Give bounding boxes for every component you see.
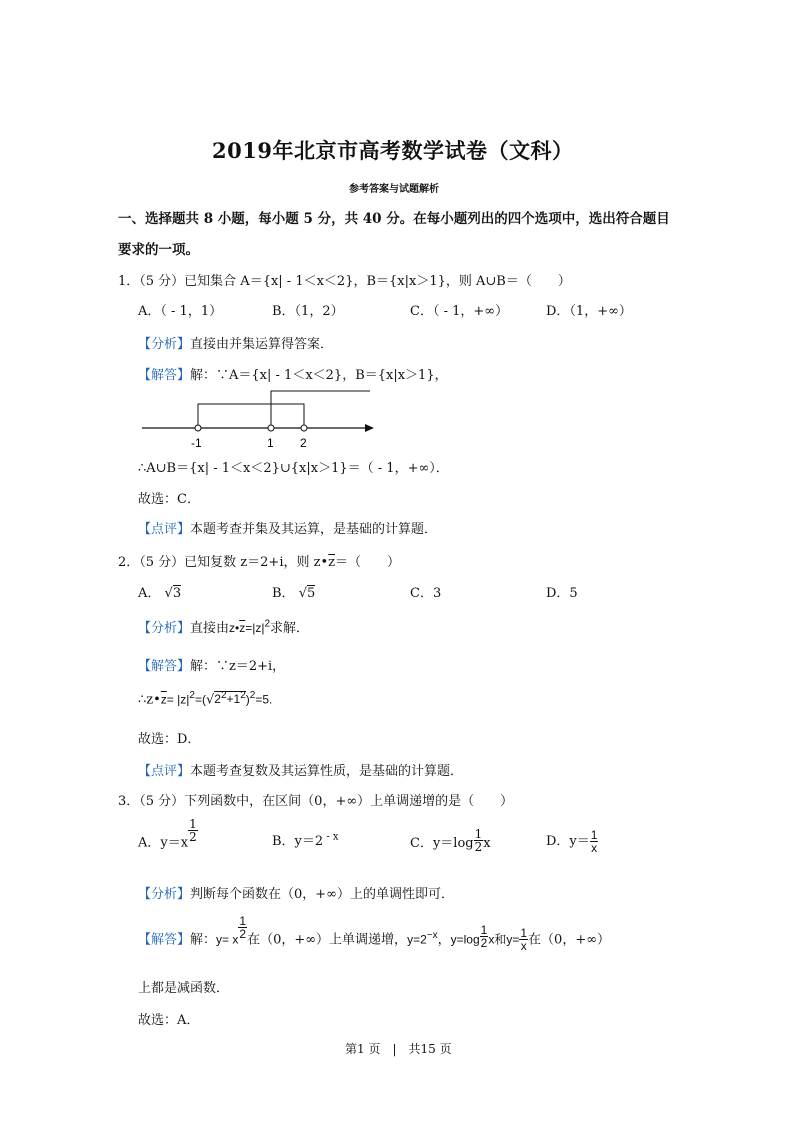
- solution-tag: 【解答】: [138, 932, 191, 948]
- solution-tag: 【解答】: [138, 659, 191, 674]
- q3-solution-line2: 上都是减函数．: [138, 981, 230, 996]
- set-a-bracket: [198, 404, 304, 428]
- number-line-arrow: [365, 424, 374, 432]
- q2-option-b: B． √5: [272, 586, 316, 601]
- q3-stem: 3．（5 分）下列函数中，在区间（0，+∞）上单调递增的是（ ）: [118, 794, 514, 809]
- comment-tag: 【点评】: [138, 522, 191, 537]
- q3-option-b: B．y＝2 $^{- x}$: [272, 831, 339, 849]
- q2-calculation: $\therefore z•\overline{z}= |z|^2=(√2^2+1^2)^2=5$.: [138, 690, 273, 708]
- q1-conclusion: ∴A∪B＝{x| - 1＜x＜2}∪{x|x＞1}＝（ - 1，+∞）．: [138, 461, 449, 476]
- analysis-tag: 【分析】: [138, 621, 191, 636]
- q2-analysis: 【分析】直接由$z•\overline{z}=|z|^2$求解．: [138, 618, 310, 636]
- q1-stem: 1．（5 分）已知集合 A＝{x| - 1＜x＜2}，B＝{x|x＞1}，则 A∪B＝（ ）: [118, 274, 571, 289]
- sqrt-icon: √: [205, 692, 215, 708]
- q1-comment: [138, 518, 437, 537]
- q1-option-c: C．（ - 1，+∞）: [410, 304, 509, 319]
- solution-tag: 【解答】: [138, 368, 191, 383]
- q1-solution: [138, 364, 448, 383]
- q3-solution: 【解答】解：y= x $\frac{1}{2}$ 在（0，+∞）上单调递增，$y=2^{-x}$，y=log $\frac{1}{2}$ x和y= $\frac{1}{x}$ 在（0，+∞）: [138, 914, 611, 954]
- q3-option-c: C．y＝log $\frac{1}{2}$ x: [410, 826, 491, 854]
- q1-option-d: D．（1，+∞）: [546, 304, 632, 319]
- set-b-bracket: [271, 391, 370, 428]
- q3-analysis: 【分析】判断每个函数在（0，+∞）上的单调性即可．: [138, 887, 455, 902]
- q1-analysis-text: 直接由并集运算得答案．: [190, 337, 334, 352]
- sqrt-icon: √: [164, 586, 173, 601]
- q2-solution: 【解答】解：∵z＝2+i，: [138, 659, 286, 674]
- tick-label-minus-1: -1: [191, 436, 202, 450]
- page-footer: 第1 页 | 共15 页: [345, 1042, 452, 1056]
- q1-option-a: A．（ - 1，1）: [138, 304, 223, 319]
- analysis-tag: 【分析】: [138, 337, 191, 352]
- q2-choose: 故选：D．: [138, 732, 201, 747]
- q1-comment-text: 本题考查并集及其运算，是基础的计算题．: [190, 522, 438, 537]
- q1-solution-text: 解：∵A＝{x| - 1＜x＜2}，B＝{x|x＞1}，: [190, 368, 448, 383]
- q3-option-a: A．y＝x $\frac{1}{2}$: [138, 817, 197, 851]
- section-heading-line2: 要求的一项。: [118, 242, 199, 258]
- section-heading-line1: 一、选择题共 8 小题，每小题 5 分，共 40 分。在每小题列出的四个选项中，选出符合题目: [118, 211, 670, 227]
- tick-label-1: 1: [267, 436, 274, 450]
- open-point-2: [301, 425, 307, 431]
- sqrt-icon: √: [298, 586, 307, 601]
- page-title: 2019年北京市高考数学试卷（文科）: [212, 138, 574, 163]
- q3-choose: 故选：A．: [138, 1013, 200, 1028]
- q2-option-d: D．5: [546, 586, 578, 601]
- comment-tag: 【点评】: [138, 764, 191, 779]
- page-subtitle: 参考答案与试题解析: [349, 184, 439, 195]
- open-point-1: [268, 425, 274, 431]
- q1-analysis: [138, 333, 333, 352]
- open-point-minus-1: [195, 425, 201, 431]
- q2-option-a: A． √3: [138, 586, 182, 601]
- tick-label-2: 2: [300, 436, 307, 450]
- q1-choose: 故选：C．: [138, 492, 200, 507]
- q2-option-c: C．3: [410, 586, 442, 601]
- q1-number-line: [138, 385, 383, 453]
- q3-option-d: D．y＝ $\frac{1}{x}$: [546, 828, 598, 855]
- analysis-tag: 【分析】: [138, 887, 191, 902]
- q2-comment: 【点评】本题考查复数及其运算性质，是基础的计算题．: [138, 764, 464, 779]
- q1-option-b: B．（1，2）: [272, 304, 344, 319]
- q2-stem: 2．（5 分）已知复数 z＝2+i，则 $z•\overline{z}=$（ ）: [118, 555, 401, 570]
- conjugate-z: $\overline{z}$: [328, 555, 335, 570]
